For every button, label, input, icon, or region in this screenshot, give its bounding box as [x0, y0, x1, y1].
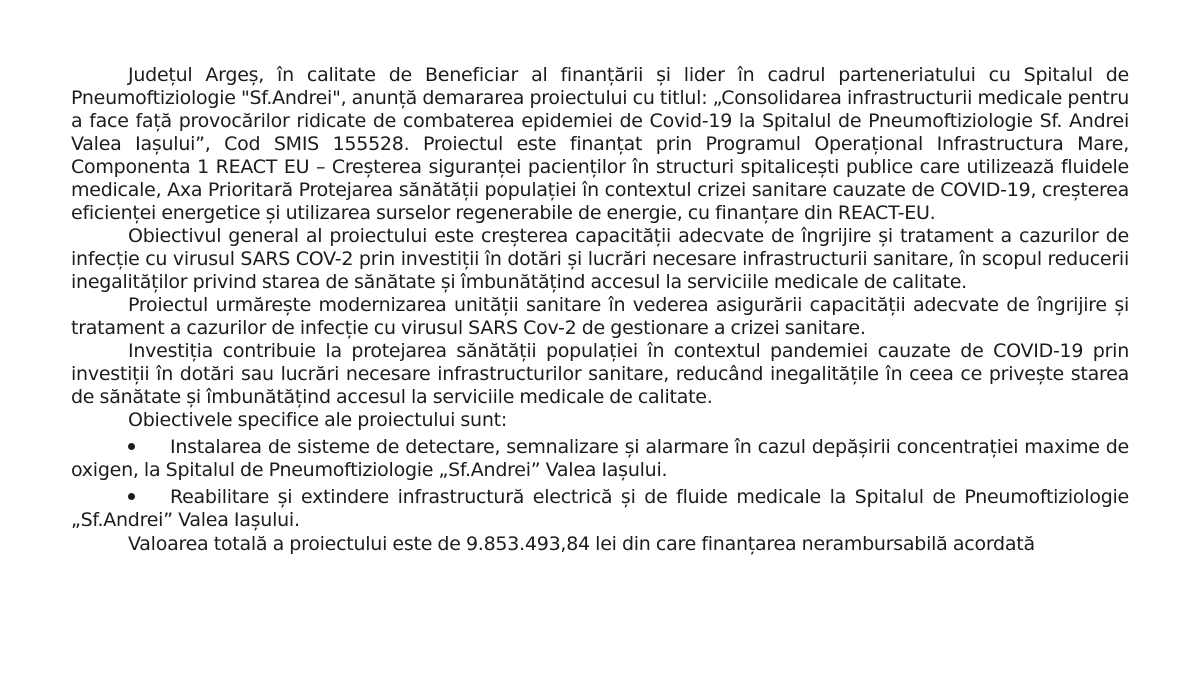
- list-item: [71, 486, 1129, 532]
- paragraph-investment: Investiția contribuie la protejarea sănătății populației în contextul pandemiei cauzate de COVID-19 prin investiții în dotări sau lucrări necesare infrastructurilor sanitare, reducând inegalitățile în ceea ce privește starea de sănătate și îmbunătățind accesul la serviciile medicale de calitate.: [71, 340, 1129, 408]
- bullet-icon: [128, 486, 170, 509]
- paragraph-intro: Județul Argeș, în calitate de Beneficiar al finanțării și lider în cadrul parteneriatului cu Spitalul de Pneumoftiziologie "Sf.Andrei", anunță demararea proiectului cu titlul: „Consolidarea infrastructurii medicale pentru a face față provocărilor ridicate de combaterea epidemiei de Covid-19 la Spitalul de Pneumoftiziologie Sf. Andrei Valea Iașului”, Cod SMIS 155528. Proiectul este finanțat prin Programul Operațional Infrastructura Mare, Componenta 1 REACT EU – Creșterea siguranței pacienților în structuri spitalicești publice care utilizează fluidele medicale, Axa Prioritară Protejarea sănătății populației în contextul crizei sanitare cauzate de COVID-19, creșterea eficienței energetice și utilizarea surselor regenerabile de energie, cu finanțare din REACT-EU.: [71, 64, 1129, 224]
- paragraph-general-objective: Obiectivul general al proiectului este creșterea capacității adecvate de îngrijire și tratament a cazurilor de infecție cu virusul SARS COV-2 prin investiții în dotări și lucrări necesare infrastructurii sanitare, în scopul reducerii inegalităților privind starea de sănătate și îmbunătățind accesul la serviciile medicale de calitate.: [71, 225, 1129, 293]
- list-item-text: Reabilitare și extindere infrastructură electrică și de fluide medicale la Spitalul de Pneumoftiziologie „Sf.Andrei” Valea Iașului.: [71, 486, 1129, 531]
- document-body: [71, 64, 1129, 556]
- paragraph-total-value: Valoarea totală a proiectului este de 9.853.493,84 lei din care finanțarea nerambursabilă acordată: [128, 533, 1035, 555]
- paragraph-project-aim: Proiectul urmărește modernizarea unității sanitare în vederea asigurării capacității adecvate de îngrijire și tratament a cazurilor de infecție cu virusul SARS Cov-2 de gestionare a crizei sanitare.: [71, 294, 1129, 339]
- list-item-text: Instalarea de sisteme de detectare, semnalizare și alarmare în cazul depășirii concentrației maxime de oxigen, la Spitalul de Pneumoftiziologie „Sf.Andrei” Valea Iașului.: [71, 436, 1129, 481]
- paragraph-specific-objectives: Obiectivele specifice ale proiectului sunt:: [128, 409, 507, 431]
- bullet-icon: [128, 436, 170, 459]
- list-item: [71, 436, 1129, 482]
